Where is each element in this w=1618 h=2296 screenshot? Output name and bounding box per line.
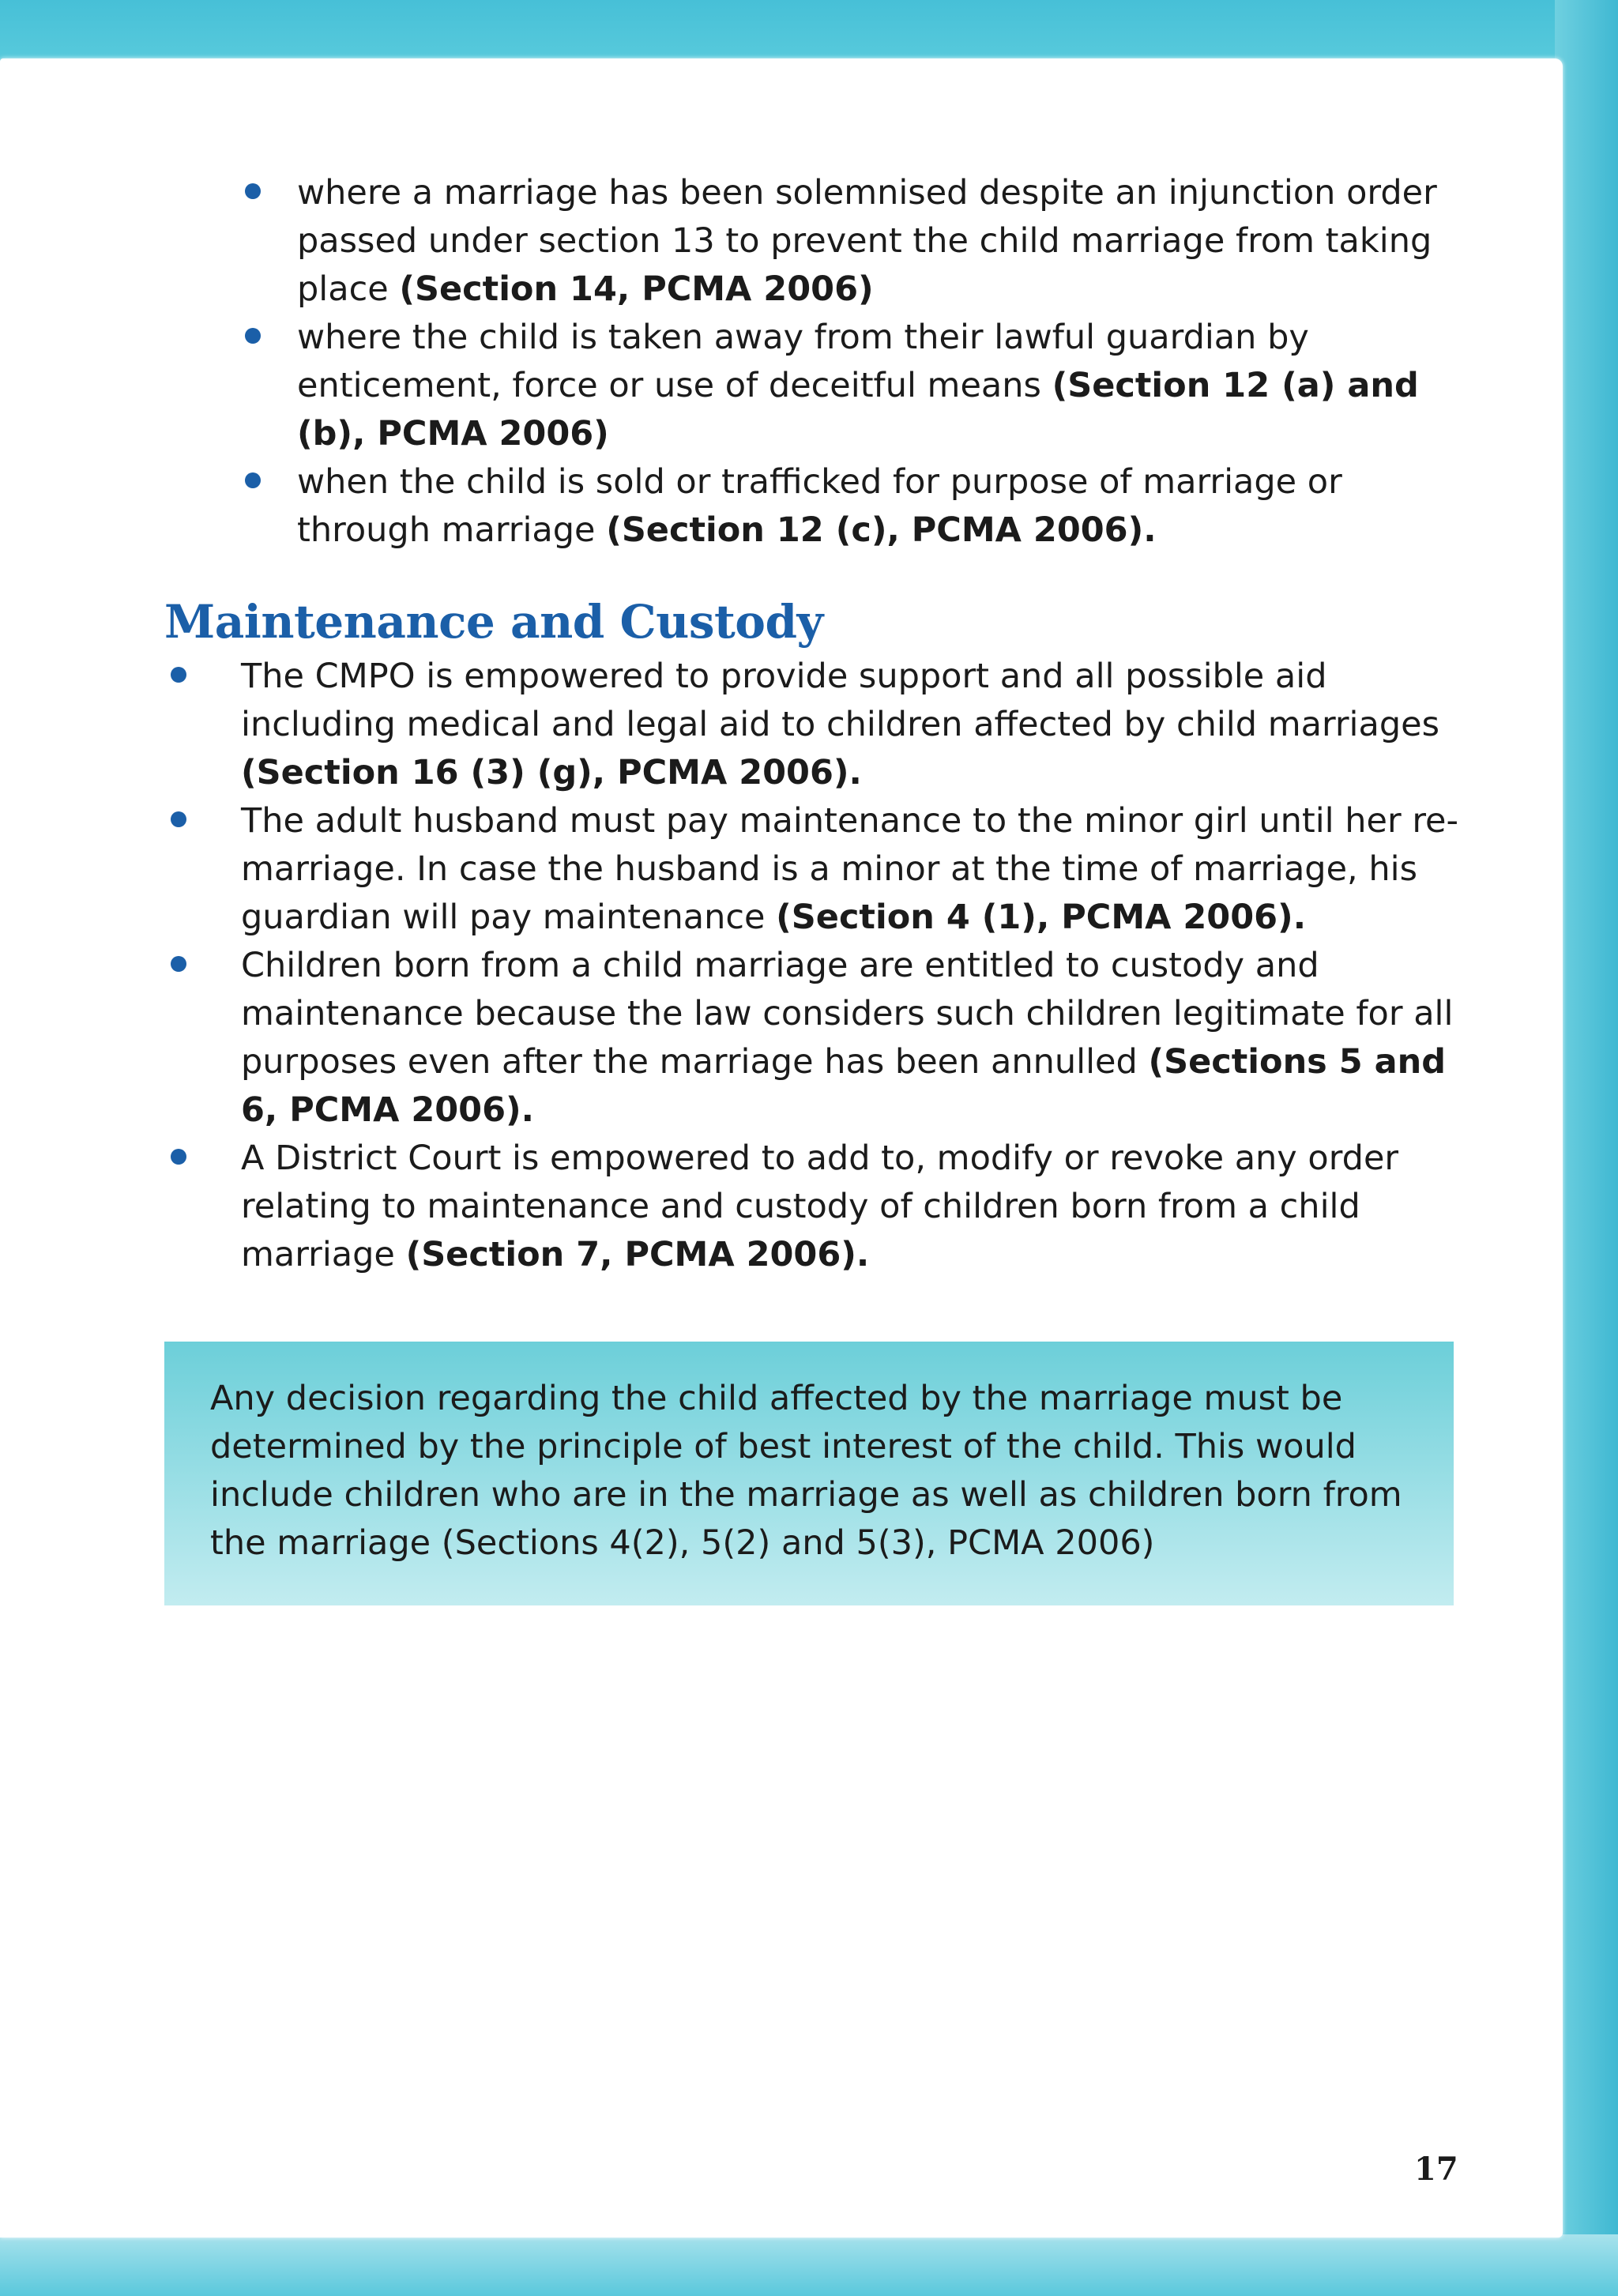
legal-citation: (Section 12 (a) and (b), PCMA 2006) [297,366,1419,454]
legal-citation: (Section 16 (3) (g), PCMA 2006). [241,753,862,792]
note-text: Any decision regarding the child affected by the marriage must be determined by the principle of best interest of the child. This would include children who are in the marriage as well as children born from the marriage (Sections 4(2), 5(2) and 5(3), PCMA 2006) [210,1379,1402,1563]
list-item-text: Children born from a child marriage are entitled to custody and maintenance because the law considers such children legitimate for all purposes even after the marriage has been annulled [241,946,1454,1082]
page-number: 17 [1414,2151,1458,2188]
legal-citation: (Section 4 (1), PCMA 2006). [776,898,1307,937]
bullet-icon [171,1149,186,1165]
bullet-icon [171,667,186,683]
page-frame-right [1555,0,1618,2296]
bullet-icon [171,811,186,827]
legal-citation: (Sections 5 and 6, PCMA 2006). [241,1042,1447,1130]
list-item [161,797,1473,942]
list-item-text: where the child is taken away from their lawful guardian by enticement, force or use of deceitful means [297,318,1309,405]
section-heading: Maintenance and Custody [164,595,823,649]
list-item-text: The adult husband must pay maintenance to the minor girl until her re-marriage. In case the husband is a minor at the time of marriage, his guardian will pay maintenance [241,801,1459,937]
legal-citation: (Section 14, PCMA 2006) [399,269,874,309]
bullet-icon [171,956,186,972]
bullet-icon [245,183,261,199]
bullet-icon [245,472,261,488]
page-frame-top [0,0,1618,63]
maintenance-custody-list [161,653,1473,1279]
page-frame-bottom [0,2234,1618,2296]
list-item [161,1135,1473,1279]
legal-citation: (Section 12 (c), PCMA 2006). [606,510,1157,550]
list-item [237,314,1469,458]
list-item [237,169,1469,314]
list-item-text: where a marriage has been solemnised despite an injunction order passed under section 13 to prevent the child marriage from taking place [297,173,1437,309]
list-item-text: when the child is sold or trafficked for purpose of marriage or through marriage [297,462,1342,550]
list-item-text: The CMPO is empowered to provide support and all possible aid including medical and legal aid to children affected by child marriages [241,657,1440,744]
offence-list [237,169,1469,555]
bullet-icon [245,328,261,344]
list-item [237,458,1469,555]
list-item [161,942,1473,1135]
list-item-text: A District Court is empowered to add to, modify or revoke any order relating to maintenance and custody of children born from a child marriage [241,1139,1399,1274]
legal-citation: (Section 7, PCMA 2006). [405,1235,870,1274]
best-interest-note-box [164,1342,1454,1605]
list-item [161,653,1473,797]
